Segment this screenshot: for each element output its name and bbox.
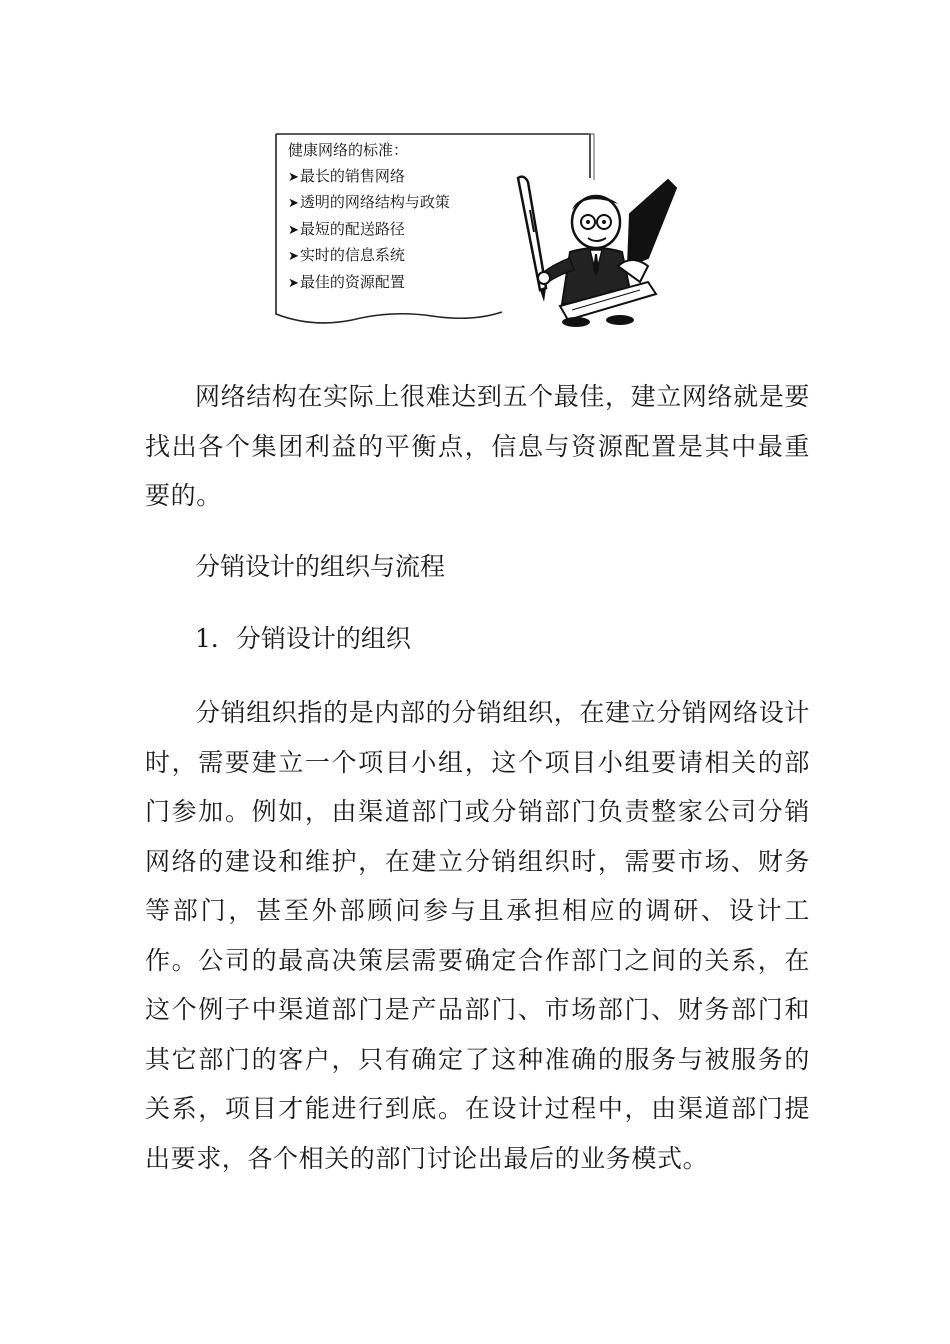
criteria-item-label: 最佳的资源配置 <box>299 272 405 291</box>
paragraph-distribution-organization: 分销组织指的是内部的分销组织，在建立分销网络设计时，需要建立一个项目小组，这个项目小组要请相关的部门参加。例如，由渠道部门或分销部门负责整家公司分销网络的建设和维护，在建立分销组织时，需要市场、财务等部门，甚至外部顾问参与且承担相应的调研、设计工作。公司的最高决策层需要确定合作部门之间的关系，在这个例子中渠道部门是产品部门、市场部门、财务部门和其它部门的客户，只有确定了这种准确的服务与被服务的关系，项目才能进行到底。在设计过程中，由渠道部门提出要求，各个相关的部门讨论出最后的业务模式。 <box>145 698 810 1173</box>
section-heading: 分销设计的组织与流程 <box>195 552 446 581</box>
criteria-item-label: 最短的配送路径 <box>299 219 405 238</box>
criteria-item <box>288 164 450 191</box>
arrow-bullet-icon: ➤ <box>288 222 299 238</box>
paragraph-network-balance: 网络结构在实际上很难达到五个最佳，建立网络就是要找出各个集团利益的平衡点，信息与资源配置是其中最重要的。 <box>145 382 810 510</box>
arrow-bullet-icon: ➤ <box>288 249 299 264</box>
sub-heading: 1．分销设计的组织 <box>195 624 411 653</box>
criteria-item <box>288 217 450 244</box>
criteria-item-label: 实时的信息系统 <box>299 246 405 264</box>
criteria-item <box>288 243 450 270</box>
businessman-cartoon-icon <box>500 170 680 330</box>
criteria-item <box>288 190 450 217</box>
note-title: 健康网络的标准： <box>288 141 409 159</box>
criteria-item-label: 透明的网络结构与政策 <box>299 193 450 211</box>
illustration <box>268 126 680 332</box>
arrow-bullet-icon: ➤ <box>288 169 299 185</box>
arrow-bullet-icon: ➤ <box>288 275 299 291</box>
criteria-item-label: 最长的销售网络 <box>299 166 405 185</box>
arrow-bullet-icon: ➤ <box>288 196 299 211</box>
criteria-item <box>288 270 450 297</box>
